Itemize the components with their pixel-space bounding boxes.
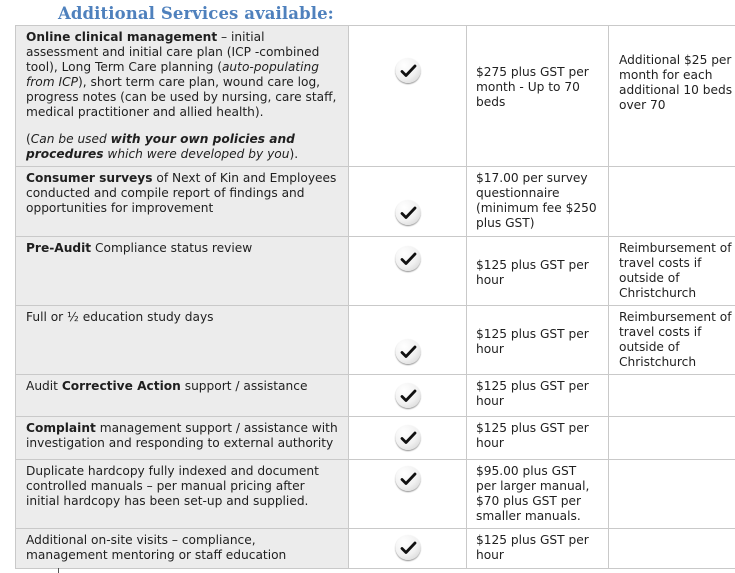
check-cell bbox=[349, 460, 467, 529]
check-cell bbox=[349, 26, 467, 167]
service-price: $95.00 plus GST per larger manual, $70 plus GST per smaller manuals. bbox=[467, 460, 609, 529]
checkmark-icon bbox=[395, 466, 420, 491]
checkmark-icon bbox=[395, 246, 420, 271]
service-description: Consumer surveys of Next of Kin and Employees conducted and compile report of findings and opportunities for improvement bbox=[16, 167, 349, 237]
check-cell bbox=[349, 417, 467, 460]
service-price: $125 plus GST per hour bbox=[467, 306, 609, 375]
checkmark-icon bbox=[395, 425, 420, 450]
service-description: Full or ½ education study days bbox=[16, 306, 349, 375]
checkmark-icon bbox=[395, 200, 420, 225]
table-row bbox=[16, 237, 735, 306]
service-extra: Additional $25 per month for each additional 10 beds over 70 bbox=[609, 26, 735, 167]
service-extra bbox=[609, 460, 735, 529]
section-heading: Additional Services available: bbox=[58, 4, 334, 23]
service-description: Audit Corrective Action support / assistance bbox=[16, 375, 349, 417]
table-row bbox=[16, 26, 735, 167]
checkmark-icon bbox=[395, 339, 420, 364]
service-description: Complaint management support / assistance with investigation and responding to external authority bbox=[16, 417, 349, 460]
table-row bbox=[16, 460, 735, 529]
services-table bbox=[15, 25, 735, 569]
checkmark-icon bbox=[395, 383, 420, 408]
service-extra bbox=[609, 529, 735, 569]
check-cell bbox=[349, 529, 467, 569]
service-price: $275 plus GST per month - Up to 70 beds bbox=[467, 26, 609, 167]
divider bbox=[58, 568, 59, 573]
service-description: Additional on-site visits – compliance, management mentoring or staff education bbox=[16, 529, 349, 569]
service-price: $125 plus GST per hour bbox=[467, 237, 609, 306]
table-row bbox=[16, 375, 735, 417]
check-cell bbox=[349, 237, 467, 306]
service-price: $125 plus GST per hour bbox=[467, 529, 609, 569]
service-description: Pre-Audit Compliance status review bbox=[16, 237, 349, 306]
service-extra bbox=[609, 417, 735, 460]
check-cell bbox=[349, 375, 467, 417]
service-extra bbox=[609, 375, 735, 417]
table-row bbox=[16, 306, 735, 375]
checkmark-icon bbox=[395, 58, 420, 83]
service-note: (Can be used with your own policies and procedures which were developed by you). bbox=[26, 132, 299, 161]
service-extra: Reimbursement of travel costs if outside of Christchurch bbox=[609, 306, 735, 375]
service-extra: Reimbursement of travel costs if outside of Christchurch bbox=[609, 237, 735, 306]
service-price: $125 plus GST per hour bbox=[467, 375, 609, 417]
service-extra bbox=[609, 167, 735, 237]
checkmark-icon bbox=[395, 535, 420, 560]
table-row bbox=[16, 529, 735, 569]
table-row bbox=[16, 417, 735, 460]
service-price: $125 plus GST per hour bbox=[467, 417, 609, 460]
service-price: $17.00 per survey questionnaire (minimum fee $250 plus GST) bbox=[467, 167, 609, 237]
check-cell bbox=[349, 167, 467, 237]
table-row bbox=[16, 167, 735, 237]
check-cell bbox=[349, 306, 467, 375]
service-description: Duplicate hardcopy fully indexed and document controlled manuals – per manual pricing after initial hardcopy has been set-up and supplied. bbox=[16, 460, 349, 529]
service-description: Online clinical management – initial assessment and initial care plan (ICP -combined tool), Long Term Care planning (auto-populating from ICP), short term care plan, wound care log, progress notes (can be used by nursing, care staff, medical practitioner and allied health). (Can be used with your own policies and procedures which were developed by you). bbox=[16, 26, 349, 167]
